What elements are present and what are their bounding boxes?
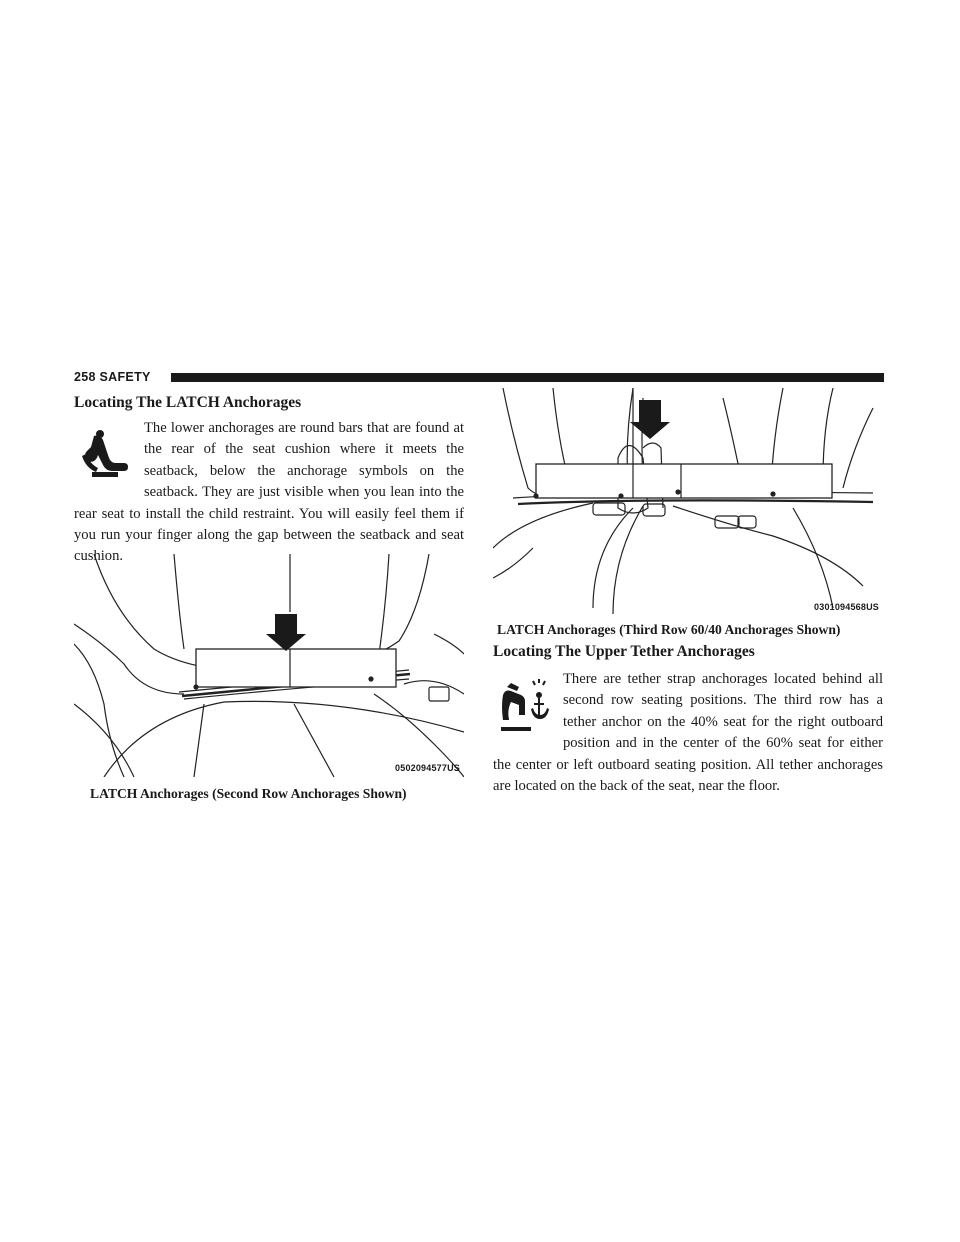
figure-code-left: 0502094577US bbox=[395, 763, 460, 773]
section-title-latch: Locating The LATCH Anchorages bbox=[74, 394, 302, 411]
header-rule bbox=[171, 373, 884, 382]
figure-caption-right: LATCH Anchorages (Third Row 60/40 Anchorages Shown) bbox=[497, 622, 841, 637]
section-title-upper-tether: Locating The Upper Tether Anchorages bbox=[493, 643, 755, 660]
upper-tether-paragraph: There are tether strap anchorages located behind all second row seating positions. The third row has a tether anchor on the 40% seat for the right outboard position and in the center of the 60% seat for either the center or left outboard seating position. All tether anchorages are located on the back of the seat, near the floor. bbox=[493, 671, 883, 795]
figure-caption-left: LATCH Anchorages (Second Row Anchorages Shown) bbox=[90, 786, 407, 801]
child-seat-tether-anchor-icon bbox=[493, 673, 557, 737]
child-seat-latch-icon bbox=[74, 422, 138, 486]
page-number-section: 258 SAFETY bbox=[74, 370, 151, 384]
latch-paragraph: The lower anchorages are round bars that are found at the rear of the seat cushion where it meets the seatback, below the anchorage symbols on the seatback. They are just visible when you lean into the rear seat to install the child restraint. You will easily feel them if you run your finger along the gap between the seatback and seat cushion. bbox=[74, 420, 464, 565]
figure-code-right: 0301094568US bbox=[814, 602, 879, 612]
page-header bbox=[74, 368, 884, 386]
figure-latch-second-row bbox=[74, 554, 464, 777]
figure-latch-third-row bbox=[493, 388, 883, 614]
